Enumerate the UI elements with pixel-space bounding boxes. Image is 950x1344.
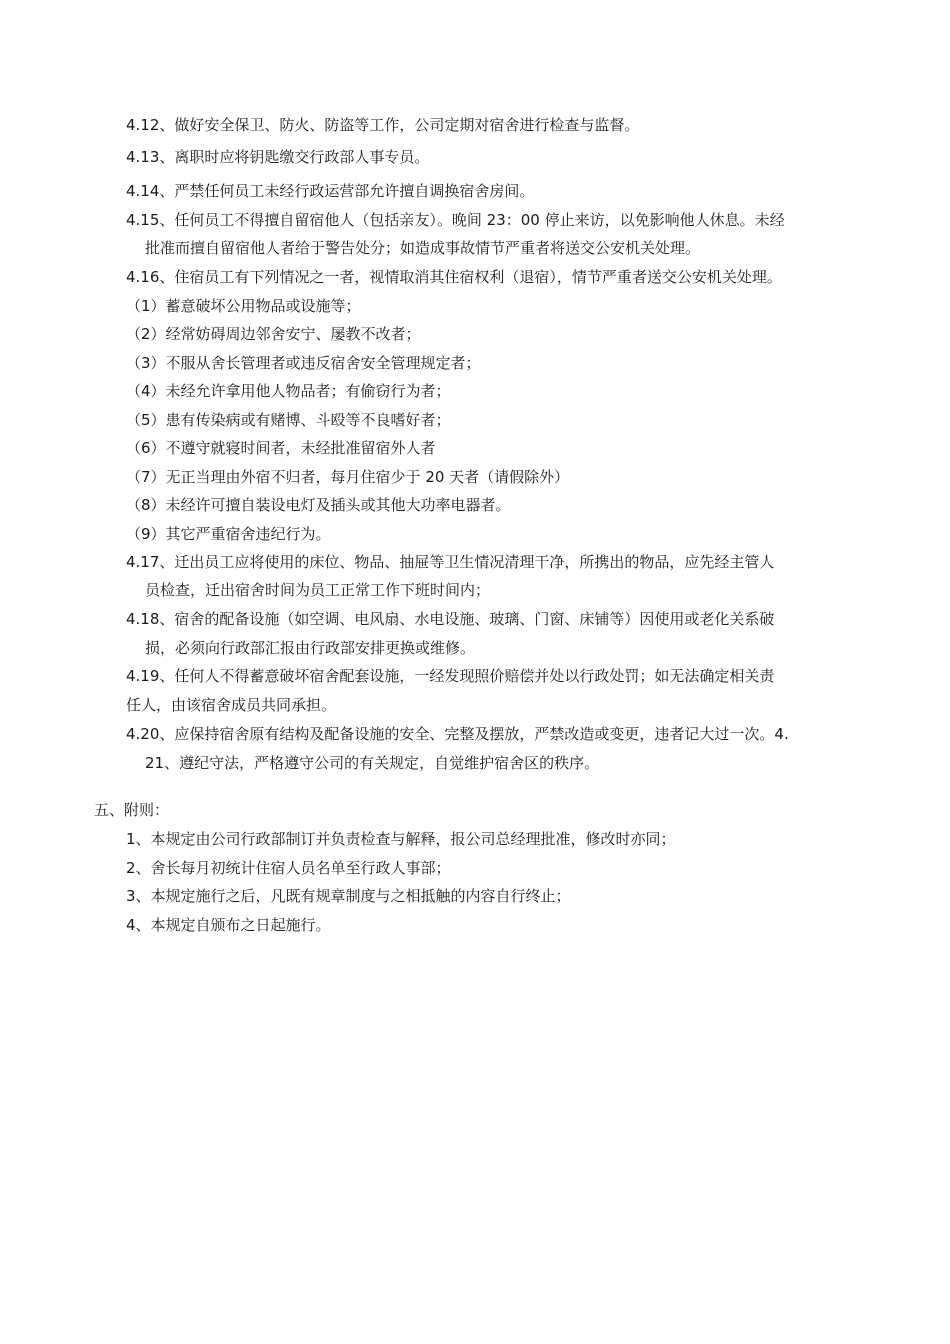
rule-4-15: 4.15、任何员工不得擅自留宿他人（包括亲友）。晚间 23：00 停止来访，以免影响他人休息。未经 [126,211,785,229]
rule-4-18: 4.18、宿舍的配备设施（如空调、电风扇、水电设施、玻璃、门窗、床铺等）因使用或老化关系破 [126,610,775,628]
rule-4-20: 4.20、应保持宿舍原有结构及配备设施的安全、完整及摆放，严禁改造或变更，违者记大过一次。4. [126,725,789,743]
rule-4-16-item-3: （3）不服从舍长管理者或违反宿舍安全管理规定者； [126,354,481,372]
rule-4-14: 4.14、严禁任何员工未经行政运营部允许擅自调换宿舍房间。 [126,182,535,200]
rule-4-19: 4.19、任何人不得蓄意破坏宿舍配套设施，一经发现照价赔偿并处以行政处罚；如无法确定相关责 [126,667,775,685]
rule-4-19-cont: 任人，由该宿舍成员共同承担。 [126,696,337,714]
rule-4-18-cont: 损，必须向行政部汇报由行政部安排更换或维修。 [145,639,476,657]
rule-4-12: 4.12、做好安全保卫、防火、防盗等工作，公司定期对宿舍进行检查与监督。 [126,116,640,134]
section-5-heading: 五、附则： [94,801,170,819]
rule-4-16-item-7: （7）无正当理由外宿不归者，每月住宿少于 20 天者（请假除外） [126,468,570,486]
rule-4-16-item-9: （9）其它严重宿舍违纪行为。 [126,525,331,543]
appendix-item-4: 4、本规定自颁布之日起施行。 [126,916,331,934]
appendix-item-3: 3、本规定施行之后，凡既有规章制度与之相抵触的内容自行终止； [126,887,571,905]
rule-4-21: 21、遵纪守法，严格遵守公司的有关规定，自觉维护宿舍区的秩序。 [145,754,600,772]
rule-4-16-item-6: （6）不遵守就寝时间者，未经批准留宿外人者 [126,439,436,457]
rule-4-16: 4.16、住宿员工有下列情况之一者，视情取消其住宿权利（退宿），情节严重者送交公安机关处理。 [126,268,782,286]
rule-4-15-cont: 批准而擅自留宿他人者给于警告处分；如造成事故情节严重者将送交公安机关处理。 [145,239,701,257]
rule-4-16-item-2: （2）经常妨碍周边邻舍安宁、屡教不改者； [126,325,421,343]
rule-4-16-item-1: （1）蓄意破坏公用物品或设施等； [126,297,361,315]
rule-4-16-item-4: （4）未经允许拿用他人物品者；有偷窃行为者； [126,382,451,400]
appendix-item-2: 2、舍长每月初统计住宿人员名单至行政人事部； [126,859,451,877]
rule-4-13: 4.13、离职时应将钥匙缴交行政部人事专员。 [126,148,430,166]
rule-4-16-item-8: （8）未经许可擅自装设电灯及插头或其他大功率电器者。 [126,496,511,514]
rule-4-17: 4.17、迁出员工应将使用的床位、物品、抽屉等卫生情况清理干净，所携出的物品，应先经主管人 [126,553,775,571]
rule-4-16-item-5: （5）患有传染病或有赌博、斗殴等不良嗜好者； [126,411,451,429]
appendix-item-1: 1、本规定由公司行政部制订并负责检查与解释，报公司总经理批准，修改时亦同； [126,830,676,848]
rule-4-17-cont: 员检查，迁出宿舍时间为员工正常工作下班时间内； [145,581,491,599]
